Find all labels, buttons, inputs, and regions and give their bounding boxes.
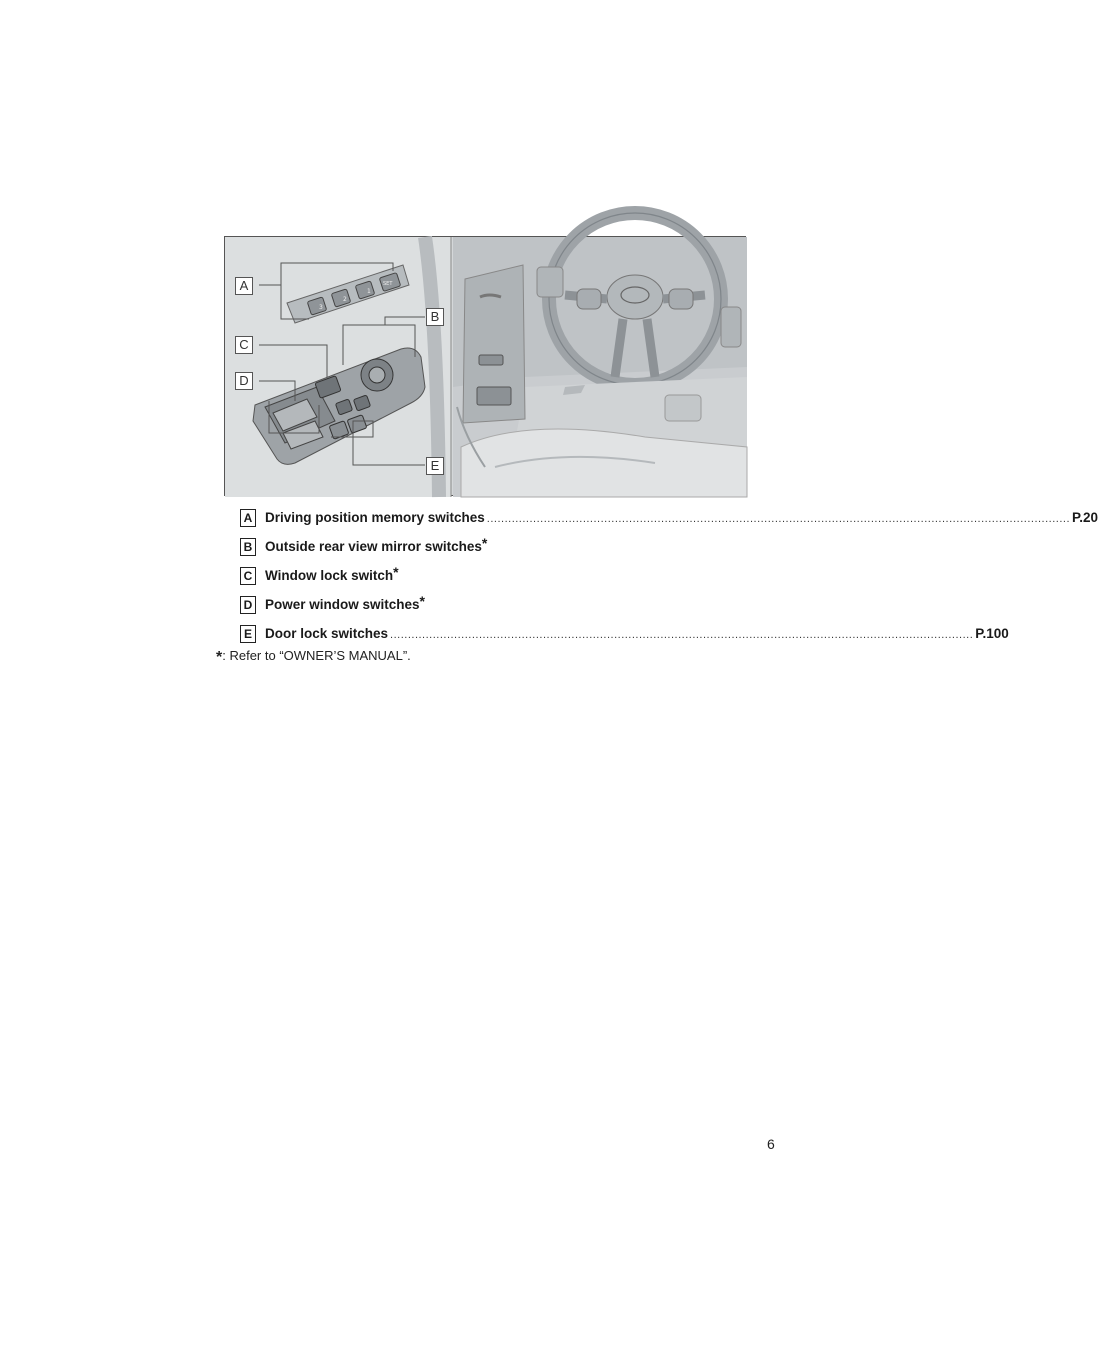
item-label-wrap bbox=[265, 593, 425, 612]
item-letter-badge: E bbox=[240, 625, 256, 643]
list-item-e bbox=[240, 619, 1009, 648]
footnote-text: : Refer to “OWNER’S MANUAL”. bbox=[222, 648, 411, 663]
footnote-marker: * bbox=[216, 649, 223, 666]
page-reference-link[interactable]: P.100 bbox=[975, 626, 1009, 641]
list-item-c bbox=[240, 561, 726, 590]
item-label-wrap bbox=[265, 535, 488, 554]
page-reference-link[interactable]: P.20 bbox=[1072, 510, 1098, 525]
asterisk-marker: * bbox=[393, 564, 399, 580]
item-letter-badge: B bbox=[240, 538, 256, 556]
illustration-door-switches bbox=[224, 236, 746, 496]
item-label-wrap bbox=[265, 564, 399, 583]
switch-item-list bbox=[240, 503, 1098, 648]
item-label: Window lock switch bbox=[265, 568, 394, 583]
list-item-d bbox=[240, 590, 726, 619]
callout-a: A bbox=[235, 277, 253, 295]
callout-e: E bbox=[426, 457, 444, 475]
callout-d: D bbox=[235, 372, 253, 390]
asterisk-marker: * bbox=[419, 593, 425, 609]
memory-2-label: 2 bbox=[343, 296, 347, 303]
illustration-drawing bbox=[225, 237, 747, 497]
dot-leader: .................................................................................................................................................................... bbox=[390, 628, 974, 641]
asterisk-marker: * bbox=[481, 535, 488, 551]
callout-b: B bbox=[426, 308, 444, 326]
callout-c: C bbox=[235, 336, 253, 354]
list-item-b bbox=[240, 532, 726, 561]
item-letter-badge: D bbox=[240, 596, 256, 614]
item-label: Driving position memory switches bbox=[265, 510, 485, 525]
footnote bbox=[216, 648, 411, 667]
item-letter-badge: C bbox=[240, 567, 256, 585]
item-label: Outside rear view mirror switches bbox=[265, 539, 482, 554]
page-number: 6 bbox=[767, 1136, 775, 1152]
memory-1-label: 1 bbox=[367, 288, 371, 295]
item-label: Door lock switches bbox=[265, 626, 389, 641]
dot-leader: .................................................................................................................................................................... bbox=[486, 512, 1071, 525]
list-item-a bbox=[240, 503, 1098, 532]
memory-3-label: 3 bbox=[319, 304, 323, 311]
item-label: Power window switches bbox=[265, 597, 420, 612]
item-letter-badge: A bbox=[240, 509, 256, 527]
set-label: SET bbox=[383, 281, 393, 287]
